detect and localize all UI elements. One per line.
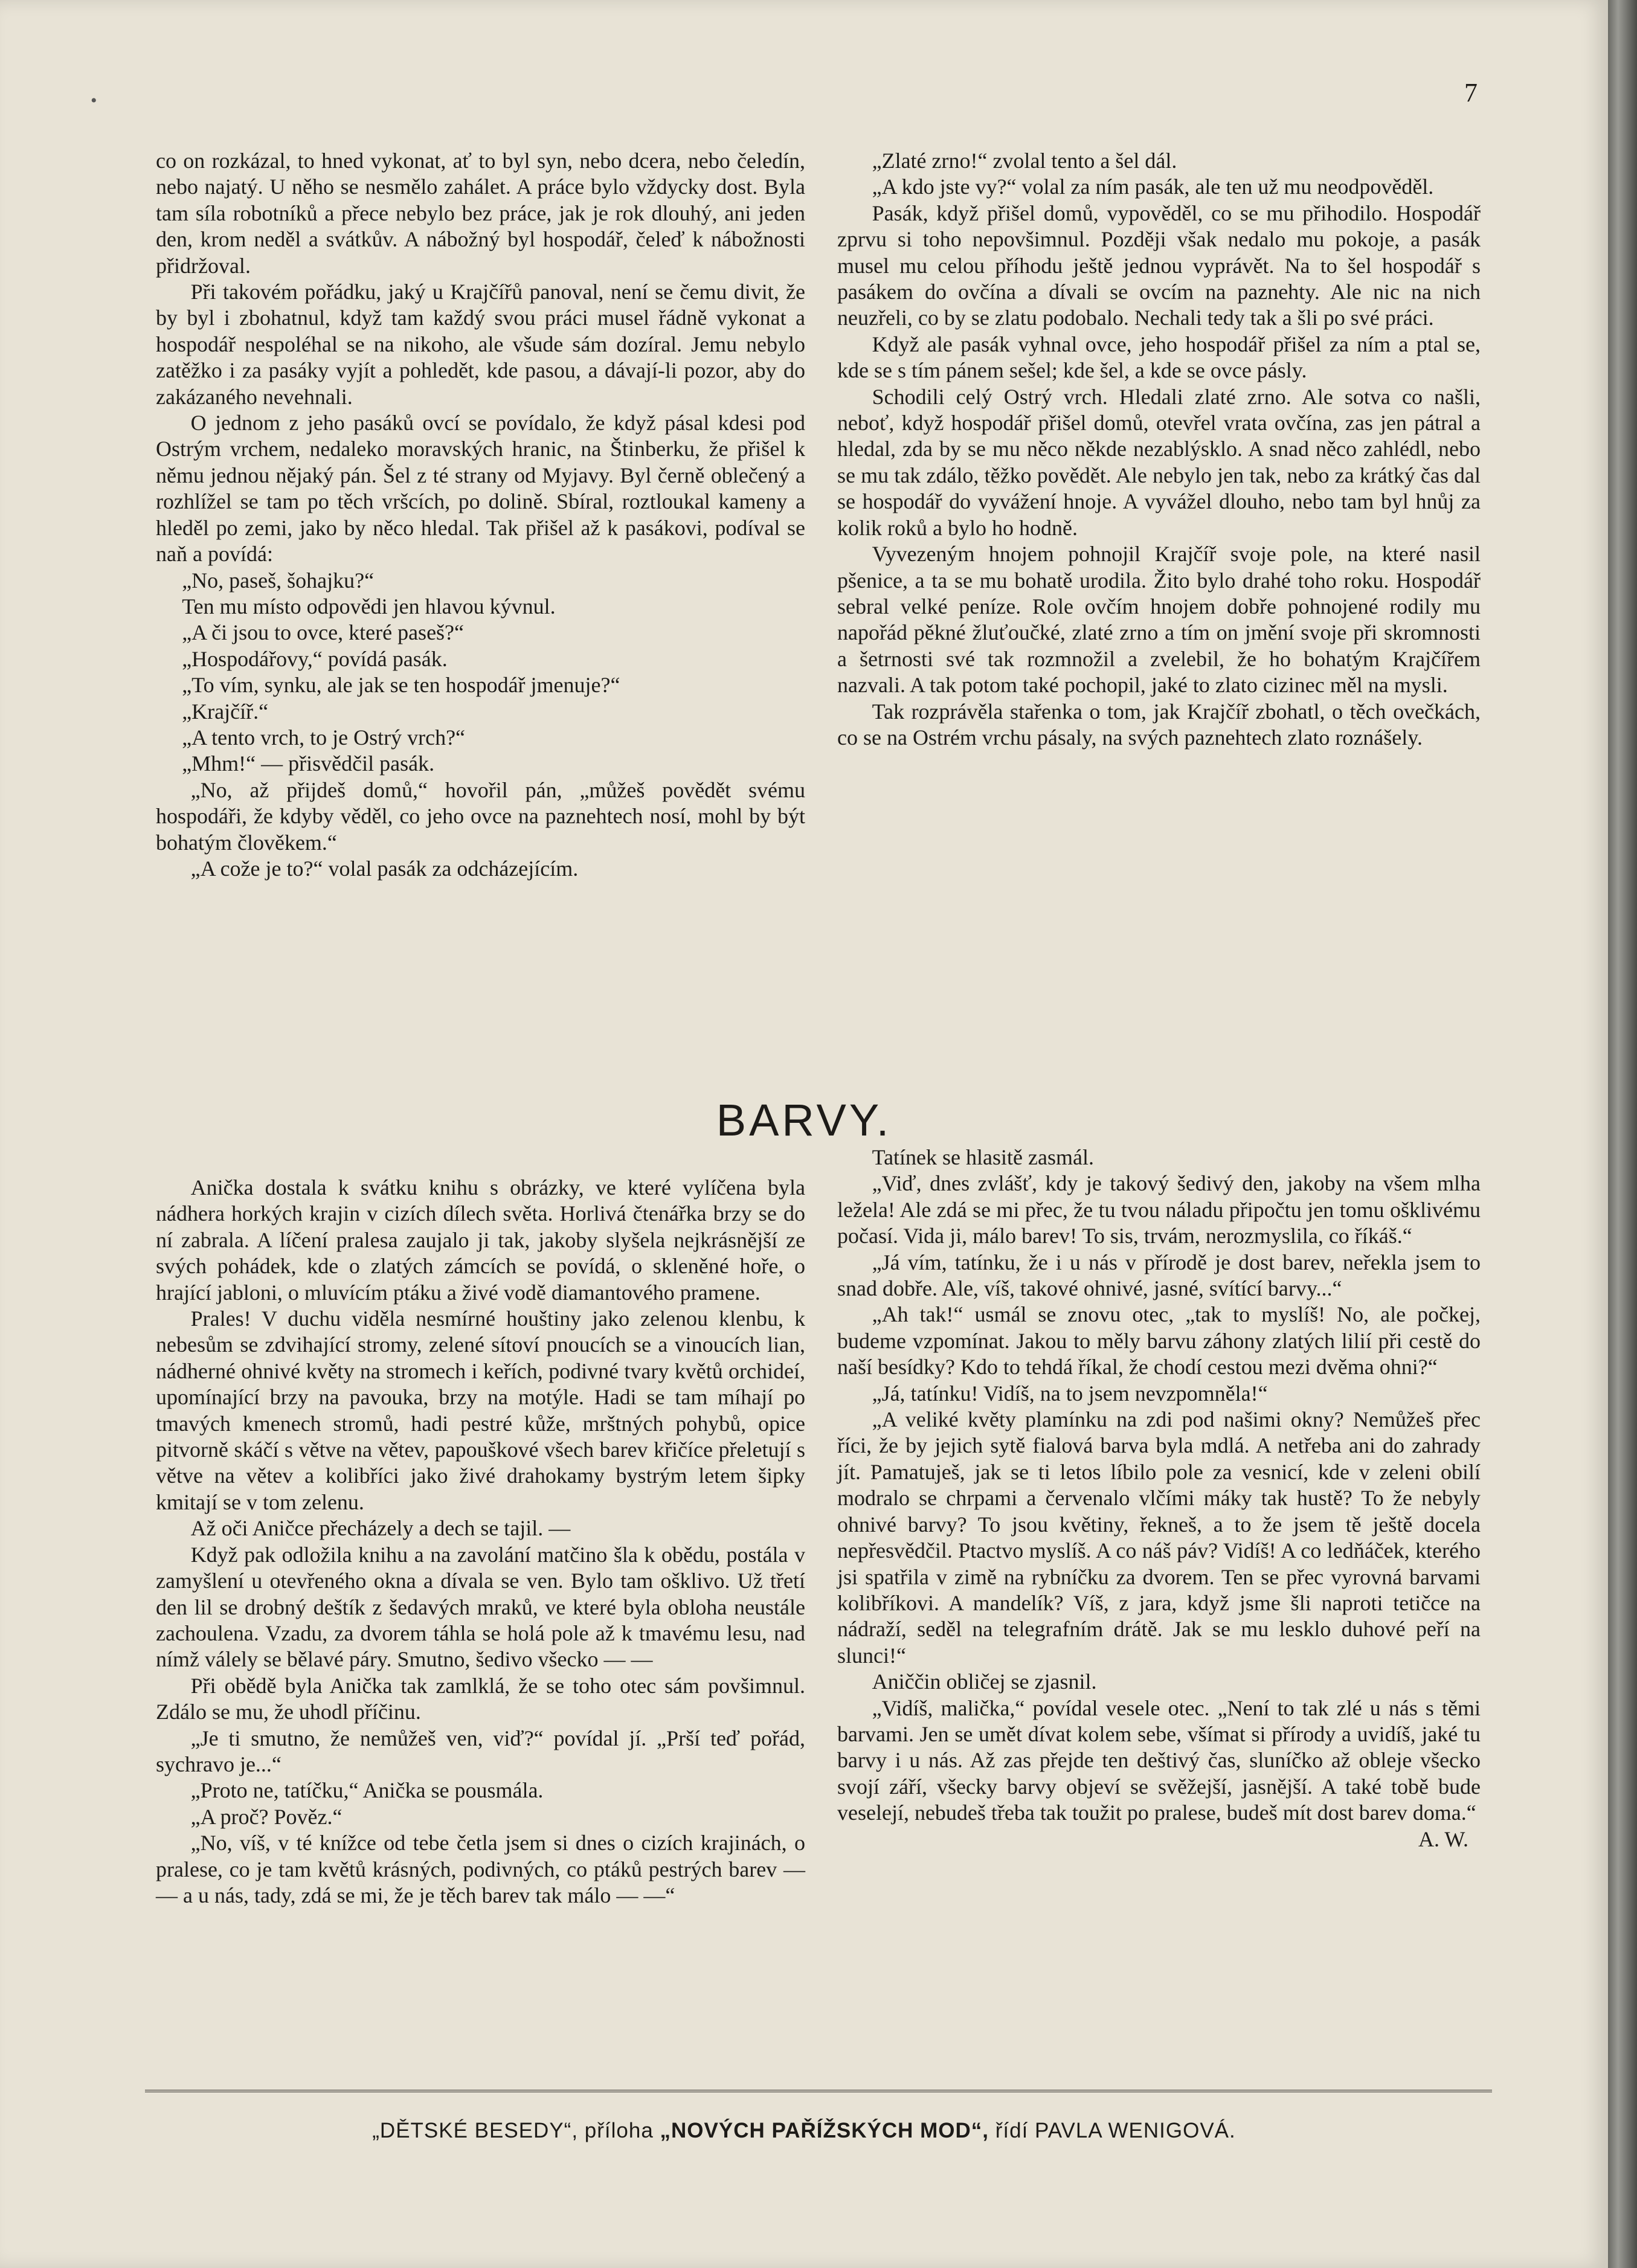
dialogue-line: „A tento vrch, to je Ostrý vrch?“ bbox=[182, 725, 466, 750]
dialogue-line: „No, paseš, šohajku?“ bbox=[182, 568, 375, 593]
paragraph: Aniččin obličej se zjasnil. bbox=[872, 1669, 1097, 1694]
dialogue-line: „To vím, synku, ale jak se ten hospodář jmenuje?“ bbox=[182, 673, 620, 698]
paragraph: „Já vím, tatínku, že i u nás v přírodě je dost barev, neřekla jsem to snad dobře. Ale, víš, takové ohnivé, jasné, svítící barvy...“ bbox=[837, 1250, 1481, 1301]
paragraph: „A veliké květy plamínku na zdi pod našimi okny? Nemůžeš přec říci, že by jejich sytě fialová barva byla mdlá. A netřeba ani do zahrady jít. Pamatuješ, jak se ti letos líbilo pole za vesnicí, kde v zeleni obilí modralo se chrpami a červenalo vlčími máky tak hustě? To že nebyly ohnivé barvy? To jsou květiny, řekneš, a to že jsem tě ještě docela nepřesvědčil. Ptactvo myslíš. A co náš páv? Vidíš! A co ledňáček, kterého jsi spatřila v zimě na rybníčku za dvorem. Ten se přec vyrovná barvami kolibříkovi. A mandelík? Víš, z jara, když jsme šli naproti tetičce na nádraží, seděl na telegrafním drátě. Jak se mu lesklo duhové peří na slunci!“ bbox=[837, 1407, 1481, 1668]
author-signature: A. W. bbox=[1418, 1826, 1468, 1851]
paragraph: „Vidíš, malička,“ povídal vesele otec. „Není to tak zlé u nás s těmi barvami. Jen se umět dívat kolem sebe, všímat si přírody a uvidíš, jaké tu barvy i u nás. Až zas přejde ten deštivý čas, sluníčko až obleje všecko svojí září, všecky barvy objeví se svěžejší, jasnější. A také tobě bude veselejí, nebudeš třeba tak toužit po pralese, budeš mít dost barev doma.“ bbox=[837, 1695, 1481, 1825]
paragraph: Pasák, když přišel domů, vypověděl, co se mu přihodilo. Hospodář zprvu si toho nepovšimnul. Později však nedalo mu pokoje, a pasák musel mu celou příhodu ještě jednou vyprávět. Na to šel hospodář s pasákem do ovčína a dívali se ovcím na paznehty. Ale nic na nich neuzřeli, co by se zlatu podobalo. Nechali tedy tak a šli po své práci. bbox=[837, 201, 1481, 330]
page-footer bbox=[0, 2119, 1608, 2143]
story-column-left bbox=[156, 148, 805, 882]
paragraph: Tak rozprávěla stařenka o tom, jak Krajčíř zbohatl, o těch ovečkách, co se na Ostrém vrchu pásaly, na svých paznehtech zlato roznášely. bbox=[837, 699, 1481, 750]
paragraph: „No, až přijdeš domů,“ hovořil pán, „můžeš povědět svému hospodáři, že kdyby věděl, co jeho ovce na paznehtech nosí, mohl by být bohatým člověkem.“ bbox=[156, 777, 805, 855]
dialogue-line: „Mhm!“ — přisvědčil pasák. bbox=[182, 751, 435, 776]
paragraph: „Viď, dnes zvlášť, kdy je takový šedivý den, jakoby na všem mlha ležela! Ale zdá se mi přec, že tu tvou náladu připočtu jen tomu ošklivému počasí. Vida ji, málo barev! To sis, trvám, nerozmyslila, co říkáš.“ bbox=[837, 1171, 1481, 1248]
paragraph: „Proto ne, tatíčku,“ Anička se pousmála. bbox=[190, 1778, 544, 1803]
paragraph: Tatínek se hlasitě zasmál. bbox=[872, 1145, 1094, 1169]
paragraph: „No, víš, v té knížce od tebe četla jsem si dnes o cizích krajinách, o pralese, co je tam květů krásných, podivných, co ptáků pestrých barev — — a u nás, tady, zdá se mi, že je těch barev tak málo — —“ bbox=[156, 1831, 805, 1907]
dialogue-line: „A či jsou to ovce, které paseš?“ bbox=[182, 620, 465, 645]
paragraph: O jednom z jeho pasáků ovcí se povídalo, že když pásal kdesi pod Ostrým vrchem, nedaleko moravských hranic, na Štinberku, že přišel k němu jednou nějaký pán. Šel z té strany od Myjavy. Byl černě oblečený a rozhlížel se tam po těch vršcích, po dolině. Sbíral, roztloukal kameny a hleděl po zemi, jako by něco hledal. Tak přišel až k pasákovi, podíval se naň a povídá: bbox=[156, 411, 805, 567]
dialogue-line: Ten mu místo odpovědi jen hlavou kývnul. bbox=[182, 594, 556, 618]
paragraph: Při takovém pořádku, jaký u Krajčířů panoval, není se čemu divit, že by byl i zbohatnul, když tam každý svou práci musel řádně vykonat a hospodář nespoléhal se na nikoho, ale všude sám dozíral. Jemu nebylo zatěžko i za pasáky vyjít a pohledět, kde pasou, a dávají-li pozor, aby do zakázaného nevehnali. bbox=[156, 280, 805, 409]
page-number: 7 bbox=[1464, 78, 1478, 108]
paragraph: Až oči Aničce přecházely a dech se tajil. — bbox=[190, 1516, 571, 1541]
paragraph: Anička dostala k svátku knihu s obrázky, ve které vylíčena byla nádhera horkých krajin v cizích dílech světa. Horlivá čtenářka brzy se do ní zabrala. A líčení pralesa zaujalo ji tak, jakoby slyšela nejkrásnější ze svých pohádek, kde o zlatých zámcích se povídá, o skleněné hoře, o hrající jabloni, o mluvícím ptáku a živé vodě diamantového pramene. bbox=[156, 1175, 805, 1305]
paragraph: co on rozkázal, to hned vykonat, ať to byl syn, nebo dcera, nebo čeledín, nebo najatý. U něho se nesmělo zahálet. A práce bylo vždycky dost. Byla tam síla robotníků a přece nebylo bez práce, jak je rok dlouhý, ani jeden den, krom neděl a svátkův. A nábožný byl hospodář, čeleď k nábožnosti přidržoval. bbox=[156, 149, 805, 278]
paragraph: Když ale pasák vyhnal ovce, jeho hospodář přišel za ním a ptal se, kde se s tím pánem sešel; kde šel, a kde se ovce pásly. bbox=[837, 332, 1481, 383]
paragraph: „Já, tatínku! Vidíš, na to jsem nevzpomněla!“ bbox=[872, 1381, 1268, 1405]
paragraph: Při obědě byla Anička tak zamlklá, že se toho otec sám povšimnul. Zdálo se mu, že uhodl příčinu. bbox=[156, 1673, 805, 1724]
paragraph: „A cože je to?“ volal pasák za odcházejícím. bbox=[190, 856, 579, 881]
paragraph: „Ah tak!“ usmál se znovu otec, „tak to myslíš! No, ale počkej, budeme vzpomínat. Jakou to měly barvu záhony zlatých lilií při cestě do naší besídky? Kdo to tehdá říkal, že chodí cestou mezi dvěma ohni?“ bbox=[837, 1302, 1481, 1380]
footer-journal: „NOVÝCH PAŘÍŽSKÝCH MOD“, bbox=[660, 2119, 989, 2142]
paragraph: „A kdo jste vy?“ volal za ním pasák, ale ten už mu neodpověděl. bbox=[872, 175, 1434, 199]
paragraph: Schodili celý Ostrý vrch. Hledali zlaté zrno. Ale sotva co našli, neboť, když hospodář přišel domů, otevřel vrata ovčína, zas jen pátral a hledal, zda by se mu něco někde nezablýsklo. A snad něco zahlédl, nebo se mu tak zdálo, těžko povědět. Ale nebylo jen tak, nebo za krátký čas dal se hospodář do vyvážení hnoje. A vyvážel dlouho, nebo tam byl hnůj za kolik roků a bylo ho hodně. bbox=[837, 384, 1481, 540]
paragraph: „Je ti smutno, že nemůžeš ven, viď?“ povídal jí. „Prší teď pořád, sychravo je...“ bbox=[156, 1726, 805, 1776]
book-binding-edge bbox=[1608, 0, 1637, 2268]
article-title: BARVY. bbox=[716, 1094, 892, 1145]
story-column-right bbox=[837, 148, 1481, 751]
article-column-left bbox=[156, 1175, 805, 1909]
article-column-right bbox=[837, 1145, 1481, 1852]
footer-divider bbox=[145, 2090, 1492, 2092]
paragraph: Vyvezeným hnojem pohnojil Krajčíř svoje pole, na které nasil pšenice, a ta se mu bohatě urodila. Žito bylo drahé toho roku. Hospodář sebral velké peníze. Role ovčím hnojem dobře pohnojené rodily mu napořád pěkné žluťoučké, zlaté zrno a tím on jmění svoje při skromnosti a šetrnosti své tak rozmnožil a zvelebil, že ho bohatým Krajčířem nazvali. A tak potom také pochopil, jaké to zlato cizinec měl na mysli. bbox=[837, 542, 1481, 698]
paragraph: Když pak odložila knihu a na zavolání matčino šla k obědu, postála v zamyšlení u otevřeného okna a dívala se ven. Bylo tam ošklivo. Už třetí den lil se drobný deštík z šedavých mraků, ve které byla obloha neustále zachoulena. Vzadu, za dvorem táhla se holá pole až k tmavému lesu, nad nímž válely se bělavé páry. Smutno, šedivo všecko — — bbox=[156, 1542, 805, 1672]
paragraph: „A proč? Pověz.“ bbox=[190, 1804, 343, 1829]
margin-mark: • bbox=[91, 91, 97, 111]
paragraph: Prales! V duchu viděla nesmírné houštiny jako zelenou klenbu, k nebesům se zdvihající stromy, zelené sítoví pnoucích se a vinoucích lian, nádherné ohnivé květy na stromech i keřích, podivné tvary květů orchideí, upomínající brzy na pavouka, brzy na motýle. Hadi se tam míhají po tmavých kmenech stromů, hadi pestré kůže, mrštných pohybů, opice pitvorně skáčí s větve na větev, papouškové všech barev křičíce přeletují s větve na větev a kolibříci jako živé drahokamy bystrým letem šipky kmitají se v tom zelenu. bbox=[156, 1306, 805, 1514]
dialogue-line: „Hospodářovy,“ povídá pasák. bbox=[182, 646, 448, 671]
footer-prefix: „DĚTSKÉ BESEDY“, příloha bbox=[372, 2119, 660, 2142]
paragraph: „Zlaté zrno!“ zvolal tento a šel dál. bbox=[872, 149, 1177, 173]
footer-suffix: řídí PAVLA WENIGOVÁ. bbox=[989, 2119, 1236, 2142]
dialogue-line: „Krajčíř.“ bbox=[182, 699, 269, 724]
